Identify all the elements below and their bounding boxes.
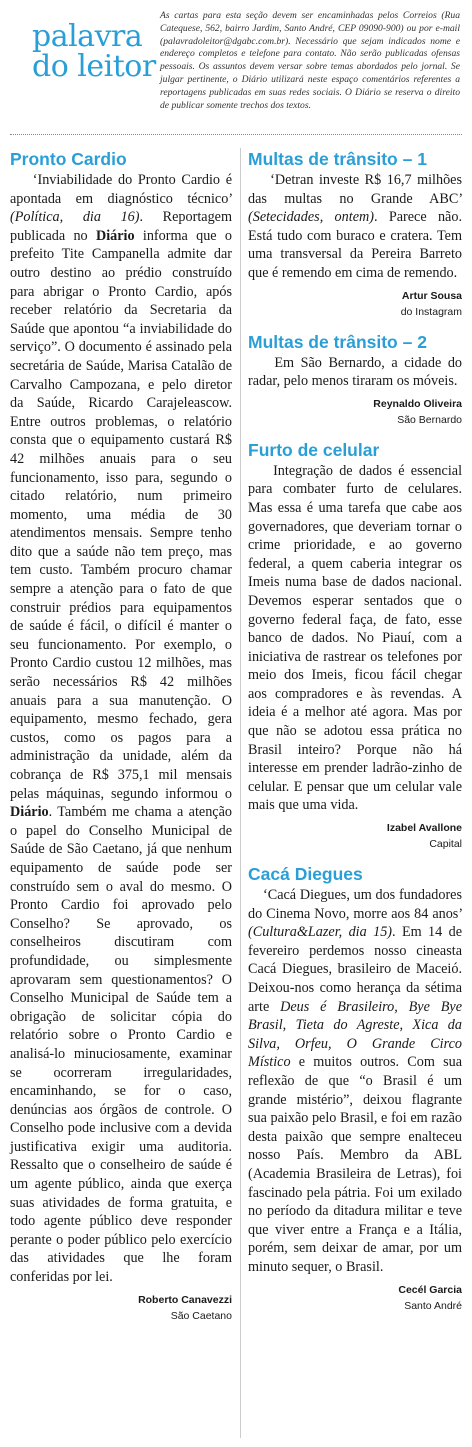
header-divider <box>10 134 462 135</box>
letter-quote: ‘Cacá Diegues, um dos fundadores do Cinema Novo, morre aos 84 anos’ <box>248 887 462 922</box>
letter-body <box>10 171 232 1287</box>
right-column <box>248 148 462 1325</box>
author-location: Santo André <box>404 1299 462 1312</box>
letter-text: Integração de dados é essencial para combater furto de celulares. Mas essa é uma tarefa que cabe aos governadores, que deveriam tornar o crime prioridade, e ao governo federal, a quem caberia integrar os Imeis numa base de dados nacional. Devemos esperar sentados que o governo federal faça, de fato, esse banco de dados. No Piauí, com a iniciativa de rastrear os telefones por meio dos Imeis, ficou fácil chegar aos compradores e às revendas. A ideia é a melhor até agora. Mas por que não se adotou essa prática no Brasil inteiro? Porque não há interesse em prender ladrão-zinho de celular. E pensar que um celular vale mais que uma vida. <box>248 462 463 814</box>
letter-body <box>248 462 462 815</box>
author-name: Roberto Canavezzi <box>138 1293 232 1306</box>
author-location: do Instagram <box>400 305 462 318</box>
letter-text-2: e muitos outros. Com sua reflexão de que “o Brasil é um grande mistério”, deixou flagrante sua paixão pelo Brasil, e foi em razão desta paixão que sempre enalteceu nosso País. Membro da ABL (Academia Brasileira de Letras), foi fascinado pela pátria. Foi um exilado no período da ditadura militar e teve que viver entre a França e a Itália, porém, sem deixar de amar, por um minuto sequer, o Brasil. <box>248 1054 462 1275</box>
letter-multas-1 <box>248 148 462 321</box>
letter-text-3: . Também me chama a atenção o papel do Conselho Municipal de Saúde de São Caetano, já que nenhum equipamento de saúde pode ser construído sem o aval do mesmo. O Pronto Cardio foi aprovado pelo Conselho? Se aprovado, os conselheiros discutiram com profundidade, ou simplesmente aprovaram sem questionamentos? O Conselho Municipal de Saúde tem a obrigação de solicitar cópia do relatório sobre o Pronto Cardio e analisá-lo minuciosamente, examinar se ocorreram irregularidades, encaminhando, se for o caso, denúncias aos órgãos de controle. O Conselho pode inclusive com a devida justificativa exigir uma auditoria. Ressalto que o conselheiro de saúde é um agente público, ainda que exerça suas atividades de forma gratuita, e todo agente público deve responder perante o poder público pelo exercício das atividades que lhe foram conferidas por lei. <box>10 804 232 1286</box>
letter-signature <box>248 397 462 429</box>
letter-pronto-cardio <box>10 148 232 1325</box>
letter-signature <box>10 1293 232 1325</box>
letter-text: Em São Bernardo, a cidade do radar, pelo menos tiraram os móveis. <box>248 354 463 390</box>
column-divider <box>240 148 241 1438</box>
left-column <box>10 148 232 1335</box>
letter-title: Furto de celular <box>248 439 380 460</box>
letter-title: Multas de trânsito – 1 <box>248 149 427 169</box>
letter-body <box>248 886 462 1276</box>
logo-line-2: do leitor <box>32 49 156 84</box>
letter-caca-diegues <box>248 863 462 1314</box>
letter-furto-celular <box>248 439 462 853</box>
film-titles: Deus é Brasileiro, Bye Bye Brasil, Tieta do Agreste, Xica da Silva, Orfeu, O Grande Circo Místico <box>248 998 462 1071</box>
letter-title: Multas de trânsito – 2 <box>248 331 427 352</box>
author-location: Capital <box>429 838 462 851</box>
letter-body <box>248 171 462 283</box>
section-header <box>0 0 472 128</box>
letter-quote: ‘Detran investe R$ 16,7 milhões das multas no Grande ABC’ <box>248 172 463 207</box>
letter-reference: (Cultura&Lazer, dia 15) <box>248 924 393 941</box>
author-name: Izabel Avallone <box>386 822 462 835</box>
letter-signature <box>248 821 462 853</box>
letter-title: Pronto Cardio <box>10 149 127 169</box>
logo-line-1: palavra <box>32 19 143 54</box>
letter-quote: ‘Inviabilidade do Pronto Cardio é apontada em diagnóstico técnico’ <box>10 172 233 207</box>
letter-text-1: . Reportagem publicada no <box>10 209 232 244</box>
author-name: Cecél Garcia <box>398 1283 462 1296</box>
letter-signature <box>248 1283 462 1315</box>
letter-text-1: . Em 14 de fevereiro perdemos nosso cineasta Cacá Diegues, brasileiro de Maceió. Deixou-nos como herança da sétima arte <box>248 924 462 1015</box>
newspaper-name: Diário <box>10 804 49 821</box>
submission-guidelines: As cartas para esta seção devem ser encaminhadas pelos Correios (Rua Catequese, 562, bairro Jardim, Santo André, CEP 09090-900) ou por e-mail (palavradoleitor@dgabc.com.br). Necessário que sejam indicados nome e endereço completos e telefone para contato. Não serão publicadas ofensas pessoais. Os assuntos devem versar sobre temas abordados pelo jornal. Se julgar pertinente, o Diário utilizará neste espaço comentários referentes a reportagens publicadas em suas redes sociais. O Diário se reserva o direito de publicar somente trechos dos textos. <box>160 10 460 111</box>
author-location: São Caetano <box>170 1309 232 1322</box>
letter-text-2: informa que o prefeito Tite Campanella admite dar outro destino ao prédio construído para abrigar o Pronto Cardio, após receber relatório da Secretaria da Saúde que apontou “a inviabilidade do serviço”. O documento é assinado pela secretária de Saúde, Marisa Catalão de Carvalho Campozana, e pelo diretor da Saúde, Ricardo Carajeleascow. Entre outros problemas, o relatório consta que o equipamento custará R$ 42 milhões anuais para o seu funcionamento, isso para, segundo o citado relatório, num primeiro momento, uma média de 30 atendimentos mensais. Sempre tenho dito que a saúde não tem preço, mas tem custo. Também procuro chamar sempre a atenção para o fato de que construir prédios para equipamentos de saúde é fácil, o difícil é manter o seu funcionamento. Por exemplo, o Pronto Cardio custou 12 milhões, mas serão necessários R$ 42 milhões anuais para a sua manutenção. O equipamento, mesmo fechado, gera custos, como os pagos para a administração da unidade, além da cobrança de R$ 375,1 mil mensais pelas máquinas, segundo informou o <box>10 227 232 802</box>
letter-reference: (Setecidades, ontem) <box>248 209 374 226</box>
author-name: Artur Sousa <box>401 289 462 302</box>
letter-title: Cacá Diegues <box>248 864 363 885</box>
author-name: Reynaldo Oliveira <box>373 397 462 410</box>
letter-signature <box>248 289 462 321</box>
letter-body <box>248 354 462 391</box>
newspaper-name: Diário <box>95 227 135 244</box>
author-location: São Bernardo <box>397 413 462 426</box>
letter-text: . Parece não. Está tudo com buraco e cratera. Tem uma transversal da Pereira Barreto que é remendo em cima de remendo. <box>248 209 462 281</box>
section-logo <box>32 19 157 84</box>
letter-reference: (Política, dia 16) <box>10 209 140 226</box>
letter-multas-2 <box>248 331 462 429</box>
